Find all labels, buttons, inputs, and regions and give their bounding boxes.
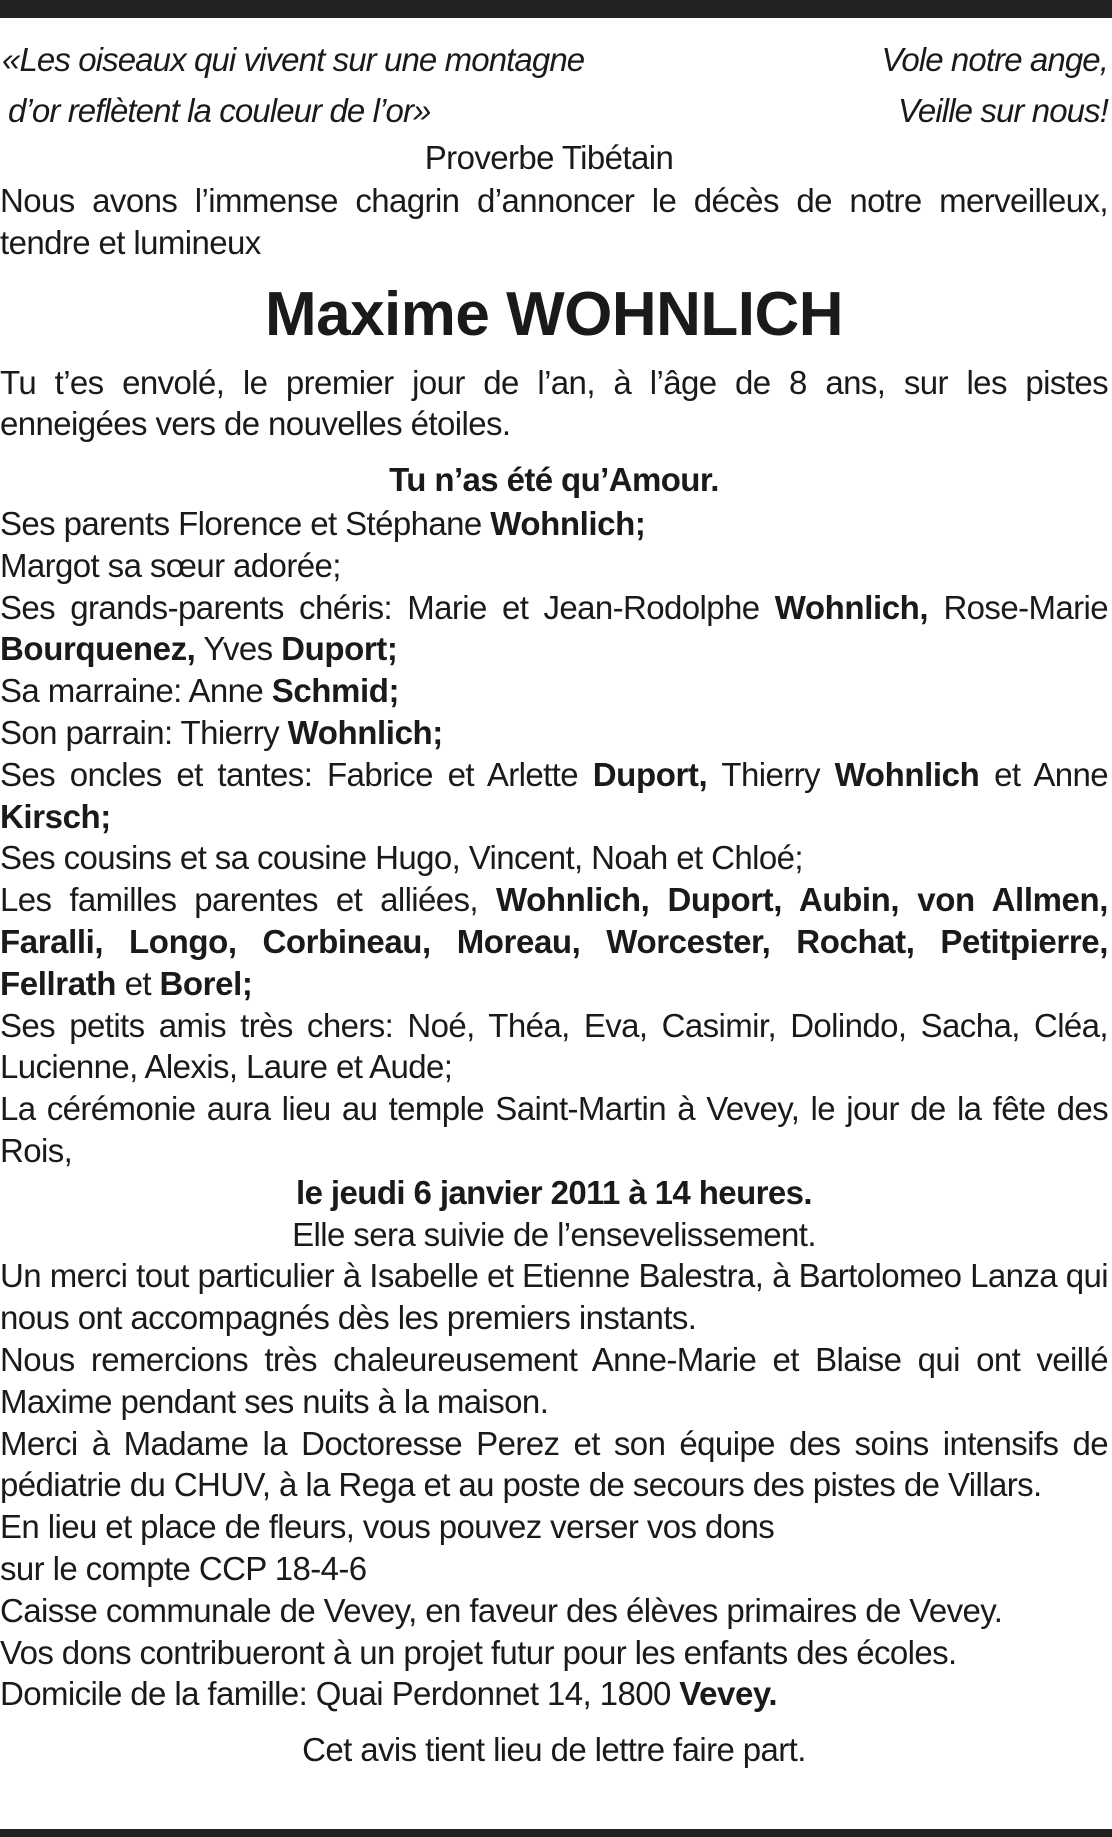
ceremony-date: le jeudi 6 janvier 2011 à 14 heures.	[296, 1173, 812, 1211]
tagline: Tu n’as été qu’Amour.	[389, 461, 719, 499]
family-sister: Margot sa sœur adorée;	[0, 546, 341, 584]
bottom-border-rule	[0, 1829, 1112, 1837]
ceremony-text: La cérémonie aura lieu au temple Saint-Martin à Vevey, le jour de la fête des Rois,	[0, 1090, 1108, 1169]
surname: Wohnlich;	[287, 713, 443, 751]
family-parents	[0, 503, 1108, 545]
text: Thierry	[721, 755, 820, 793]
surnames: Wohnlich, Duport, Aubin, von Allmen, Faralli, Longo, Corbineau, Moreau, Worcester, Rochat, Petitpierre, Fellrath	[0, 881, 1109, 1002]
text: Ses grands-parents chéris: Marie et Jean-Rodolphe	[0, 588, 760, 626]
surname: Kirsch;	[0, 797, 111, 835]
text: Sa marraine: Anne	[0, 672, 264, 710]
thanks-text: Un merci tout particulier à Isabelle et Etienne Balestra, à Bartolomeo Lanza qui nous ont accompagnés dès les premiers instants.	[0, 1257, 1108, 1337]
passing-text: Tu t’es envolé, le premier jour de l’an, à l’âge de 8 ans, sur les pistes enneigées vers de nouvelles étoiles.	[0, 363, 1108, 443]
obituary-notice	[0, 34, 1108, 1771]
family-godfather	[0, 712, 1108, 754]
motto-line: Vole notre ange,	[881, 41, 1108, 78]
intro-text: Nous avons l’immense chagrin d’annoncer le décès de notre merveilleux, tendre et lumineux	[0, 182, 1108, 261]
surname: Borel;	[159, 964, 253, 1002]
text: Yves	[203, 630, 273, 668]
text: Son parrain: Thierry	[0, 713, 280, 751]
surname: Wohnlich	[834, 755, 980, 793]
text: et	[124, 964, 151, 1002]
donations-text: En lieu et place de fleurs, vous pouvez verser vos dons	[0, 1508, 775, 1546]
closing-note: Cet avis tient lieu de lettre faire part.	[302, 1731, 806, 1769]
proverb-source: Proverbe Tibétain	[424, 139, 674, 176]
notice-header	[0, 34, 1108, 136]
friends-text: Ses petits amis très chers: Noé, Théa, Eva, Casimir, Dolindo, Sacha, Cléa, Lucienne, Alexis, Laure et Aude;	[0, 1006, 1108, 1086]
deceased-name: Maxime WOHNLICH	[264, 279, 844, 349]
text: Rose-Marie	[943, 588, 1108, 626]
motto	[881, 34, 1108, 136]
text: Domicile de la famille: Quai Perdonnet 14, 1800	[0, 1675, 671, 1713]
text: Les familles parentes et alliées,	[0, 881, 479, 919]
family-address	[0, 1673, 1108, 1715]
thanks-text: Merci à Madame la Doctoresse Perez et son équipe des soins intensifs de pédiatrie du CHUV, à la Rega et au poste de secours des pistes de Villars.	[0, 1424, 1108, 1504]
surname: Bourquenez,	[0, 630, 196, 668]
family-relatives	[0, 879, 1108, 1004]
surname: Duport,	[592, 755, 708, 793]
city: Vevey.	[679, 1675, 778, 1713]
text: Ses oncles et tantes: Fabrice et Arlette	[0, 755, 578, 793]
surname: Wohnlich,	[774, 588, 929, 626]
family-grandparents	[0, 587, 1108, 671]
text: Ses parents Florence et Stéphane	[0, 504, 482, 542]
quote-line: «Les oiseaux qui vivent sur une montagne	[2, 41, 585, 78]
family-uncles-aunts	[0, 754, 1108, 838]
family-godmother	[0, 670, 1108, 712]
surname: Duport;	[281, 630, 398, 668]
motto-line: Veille sur nous!	[898, 92, 1108, 129]
surname: Schmid;	[271, 672, 400, 710]
thanks-text: Nous remercions très chaleureusement Anne-Marie et Blaise qui ont veillé Maxime pendant ses nuits à la maison.	[0, 1340, 1108, 1420]
surname: Wohnlich;	[490, 504, 646, 542]
text: et Anne	[994, 755, 1108, 793]
proverb-quote	[0, 34, 584, 136]
quote-line: d’or reflètent la couleur de l’or»	[8, 92, 431, 129]
family-cousins: Ses cousins et sa cousine Hugo, Vincent, Noah et Chloé;	[0, 839, 803, 877]
donations-text: Caisse communale de Vevey, en faveur des élèves primaires de Vevey.	[0, 1591, 1003, 1629]
donations-text: Vos dons contribueront à un projet futur pour les enfants des écoles.	[0, 1633, 957, 1671]
donations-account: sur le compte CCP 18-4-6	[0, 1549, 367, 1587]
burial-text: Elle sera suivie de l’ensevelissement.	[292, 1215, 816, 1253]
top-border-rule	[0, 0, 1112, 18]
